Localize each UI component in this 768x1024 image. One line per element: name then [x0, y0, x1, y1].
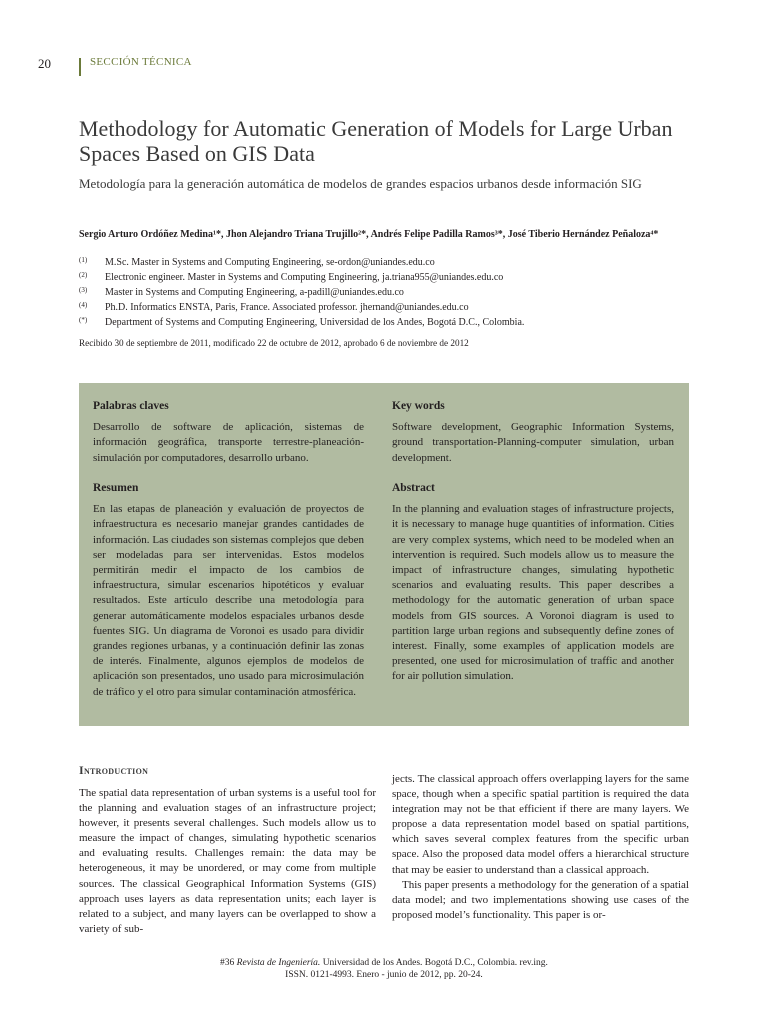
abstract-en-heading: Abstract — [392, 482, 435, 494]
keywords-spanish — [93, 399, 364, 466]
page-footer — [0, 957, 768, 981]
page-number: 20 — [38, 56, 51, 71]
received-dates: Recibido 30 de septiembre de 2011, modificado 22 de octubre de 2012, aprobado 6 de noviembre de 2012 — [79, 338, 469, 348]
abstract-box — [79, 383, 689, 726]
abstract-es-heading: Resumen — [93, 482, 139, 494]
affiliations — [79, 255, 699, 330]
body-paragraph: This paper presents a methodology for the generation of a spatial data model; and two implementations showing use cases of the proposed model’s functionality. This paper is or- — [392, 878, 689, 921]
affiliation-1 — [79, 255, 699, 270]
affiliation-text: Ph.D. Informatics ENSTA, Paris, France. Associated professor. jhernand@uniandes.edu.co — [105, 302, 469, 313]
author-list: Sergio Arturo Ordóñez Medina¹*, Jhon Alejandro Triana Trujillo²*, Andrés Felipe Padilla Ramos³*, José Tiberio Hernández Peñaloza⁴* — [79, 229, 659, 240]
body-column-right — [392, 772, 689, 923]
affiliation-3 — [79, 285, 699, 300]
footer-line-2: ISSN. 0121-4993. Enero - junio de 2012, pp. 20-24. — [285, 970, 483, 980]
issue-number: #36 — [220, 958, 235, 968]
abstract-english — [392, 481, 674, 685]
journal-name: Revista de Ingeniería. — [236, 958, 321, 968]
abstract-spanish — [93, 481, 364, 700]
affiliation-5 — [79, 315, 699, 330]
abstract-es-text: En las etapas de planeación y evaluación de proyectos de infraestructura es necesario manejar grandes cantidades de información. Las ciudades son sistemas complejos que deben ser modeladas para ser intervenidas. Estos modelos permitirán medir el impacto de los cambios de infraestructura, simular escenarios hipotéticos y evaluar resultados. Este artículo describe una metodología para generar automáticamente modelos espaciales urbanos desde fuentes SIG. Un diagrama de Voronoi es usado para dividir grandes regiones urbanas, y a continuación definir las zonas de interés. Finalmente, algunos ejemplos de modelos de aplicación son presentados, uno usado para microsimulación de tráfico y el otro para simular contaminación atmosférica. — [93, 503, 364, 698]
paper-title: Methodology for Automatic Generation of Models for Large Urban Spaces Based on GIS Data — [79, 116, 673, 166]
affiliation-marker: (*) — [79, 316, 88, 324]
body-column-left — [79, 786, 376, 937]
keywords-es-heading: Palabras claves — [93, 400, 169, 412]
paper-subtitle: Metodología para la generación automática de modelos de grandes espacios urbanos desde información SIG — [79, 176, 642, 191]
section-divider-bar — [79, 58, 81, 76]
introduction-heading: Introduction — [79, 763, 149, 777]
publisher-info: Universidad de los Andes. Bogotá D.C., Colombia. rev.ing. — [322, 958, 548, 968]
affiliation-text: Department of Systems and Computing Engineering, Universidad de los Andes, Bogotá D.C., Colombia. — [105, 317, 525, 328]
footer-line-1 — [0, 957, 768, 969]
affiliation-marker: (2) — [79, 271, 88, 279]
keywords-es-text: Desarrollo de software de aplicación, sistemas de información geográfica, transporte terrestre-planeación-simulación por computadores, desarrollo urbano. — [93, 421, 364, 464]
abstract-en-text: In the planning and evaluation stages of infrastructure projects, it is necessary to manage huge quantities of information. Cities are very complex systems, which need to be modeled when an intervention is required. Such models allow us to measure the impact of infrastructure changes, simulating hypothetic scenarios and evaluating results. This paper describes a methodology for the automatic generation of urban space models from GIS sources. A Voronoi diagram is used to partition large urban regions and subsequently define zones of interest. Finally, some examples of application models are presented, one used for microsimulation of traffic and another for air pollution simulation. — [392, 503, 674, 683]
keywords-en-heading: Key words — [392, 400, 445, 412]
affiliation-marker: (3) — [79, 286, 88, 294]
affiliation-marker: (4) — [79, 301, 88, 309]
affiliation-text: M.Sc. Master in Systems and Computing Engineering, se-ordon@uniandes.edu.co — [105, 257, 435, 268]
affiliation-2 — [79, 270, 699, 285]
body-paragraph: jects. The classical approach offers overlapping layers for the same space, though when a specific spatial partition is required the data integration may not be that efficient if there are many layers. We propose a data representation model based on spatial partitions, which saves several complex features from the specific urban space. Also the proposed data model offers a hierarchical structure that may be easier to understand than a classical approach. — [392, 773, 689, 876]
body-paragraph: The spatial data representation of urban systems is a useful tool for the planning and evaluation stages of an infrastructure project; however, it presents several challenges. Such models allow us to measure the impact of changes, simulating hypothetic scenarios and evaluating results. Challenges remain: the data may be heterogeneous, it may be unordered, or may come from multiple sources. The classical Geographical Information Systems (GIS) approach uses layers as data representation units; each layer is related to a subject, and many layers can be overlapped to show a variety of sub- — [79, 787, 376, 935]
affiliation-marker: (1) — [79, 256, 88, 264]
keywords-english — [392, 399, 674, 466]
section-label: SECCIÓN TÉCNICA — [90, 56, 192, 68]
affiliation-text: Master in Systems and Computing Engineering, a-padill@uniandes.edu.co — [105, 287, 404, 298]
keywords-en-text: Software development, Geographic Information Systems, ground transportation-Planning-computer simulation, urban development. — [392, 421, 674, 464]
affiliation-text: Electronic engineer. Master in Systems and Computing Engineering, ja.triana955@uniandes.edu.co — [105, 272, 504, 283]
affiliation-4 — [79, 300, 699, 315]
